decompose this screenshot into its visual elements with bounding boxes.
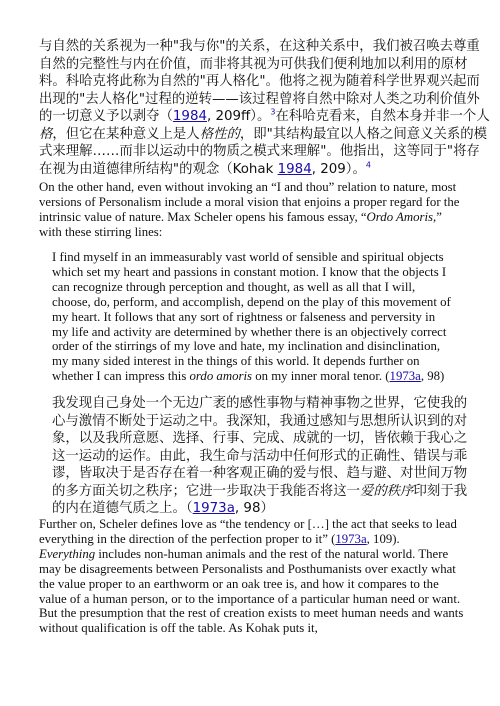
citation-link-1984-b[interactable]: 1984 — [277, 161, 312, 177]
citation-link-1984[interactable]: 1984 — [172, 109, 207, 124]
zh-quote-line6-a: 的多方面关切之秩序；它进一步取决于我能否将这一 — [52, 483, 360, 499]
en-quote-line-2: which set my heart and passions in constant motion. I know that the objects I — [52, 264, 447, 279]
en-p2-line3-b: includes non-human animals and the rest of the natural world. There — [95, 546, 449, 561]
en-p2-line-7: But the presumption that the rest of creation exists to meet human needs and wants — [39, 606, 464, 621]
en-p2-line2-a: everything in the direction of the perfection proper to it” ( — [39, 531, 336, 546]
zh-p1-line5-a: 的一切意义予以剥夺（ — [39, 109, 173, 124]
zh-p1-line-4: 出现的"去人格化"过程的逆转——该过程曾将自然中除对人类之功利价值外 — [39, 91, 480, 107]
zh-p1-line6-italic-b: 格性的 — [199, 126, 240, 142]
zh-p1-line-5 — [39, 107, 490, 126]
zh-quote-line7-b: , 98） — [234, 501, 274, 516]
en-p1-line-4: with these stirring lines: — [39, 224, 163, 239]
en-quote-line-9 — [52, 369, 464, 384]
en-p1-line-2: versions of Personalism include a moral vision that enjoins a proper regard for the — [39, 194, 460, 209]
zh-p1-line-2: 自然的完整性与内在价值，而非将其视为可供我们便利地加以利用的原材 — [39, 56, 468, 72]
zh-paragraph-1 — [39, 38, 490, 178]
zh-p1-line8-a: 在视为由道德律所结构"的观念（Kohak — [39, 161, 278, 177]
zh-quote-line-3: 象，以及我所意愿、选择、行事、完成、成就的一切，皆依赖于我心之 — [52, 431, 468, 446]
zh-p1-line6-a: ，但它在某种意义上是人 — [52, 126, 200, 142]
zh-quote-italic: 爱的秩序 — [359, 483, 414, 499]
zh-quote-line6-b: 印刻于我 — [413, 483, 468, 499]
en-p2-line-2 — [39, 532, 464, 547]
zh-quote-line-1: 我发现自己身处一个无边广袤的感性事物与精神事物之世界，它使我的 — [52, 396, 468, 411]
zh-p1-line-8 — [39, 161, 464, 179]
en-blockquote — [52, 250, 464, 384]
zh-quote-line-4: 这一运动的运作。由此，我生命与活动中任何形式的正确性、错误与乖 — [52, 448, 468, 464]
citation-link-1973a-zh[interactable]: 1973a — [192, 501, 235, 516]
en-p2-line-4: may be disagreements between Personalists and Posthumanists over exactly what — [39, 561, 456, 576]
en-quote-last-c: , 98) — [420, 369, 445, 384]
en-p2-line-1: Further on, Scheler defines love as “the tendency or […] the act that seeks to lead — [39, 517, 457, 531]
zh-quote-line-6 — [52, 483, 468, 501]
en-quote-italic: ordo amoris — [189, 369, 252, 384]
en-paragraph-2 — [39, 517, 464, 636]
en-p2-line-8: without qualification is off the table. As Kohak puts it, — [39, 621, 318, 636]
en-quote-line-3: can recognize through perception and thought, as well as all that I will, — [52, 279, 416, 294]
zh-quote-line7-a: 的内在道德气质之上。（ — [52, 501, 193, 516]
zh-p1-line-3: 料。科哈克将此称为自然的"再人格化"。他将之视为随着科学世界观兴起而 — [39, 74, 480, 89]
zh-quote-line-2: 心与激情不断处于运动之中。我深知，我通过感知与思想所认识到的对 — [52, 413, 468, 429]
en-quote-last-a: whether I can impress this — [52, 369, 190, 384]
footnote-4-marker[interactable] — [366, 160, 371, 169]
en-p2-italic: Everything — [39, 546, 96, 561]
en-quote-line-8: my many sided interest in the things of this world. It depends further on — [52, 354, 420, 369]
zh-p1-line-6 — [39, 126, 488, 144]
en-p2-line2-b: , 109). — [366, 531, 400, 546]
zh-p1-line6-italic: 格 — [39, 126, 53, 142]
citation-link-1973a[interactable]: 1973a — [389, 369, 421, 384]
zh-blockquote — [52, 395, 468, 518]
en-quote-line-7: order of the stirrings of my love and hate, my inclination and disinclination, — [52, 339, 441, 354]
zh-p1-line6-b: ，即"其结构最宜以人格之间意义关系的模 — [239, 126, 488, 142]
en-quote-line-4: choose, do, perform, and accomplish, depend on the play of this movement of — [52, 294, 451, 309]
zh-quote-line-7 — [52, 500, 464, 518]
en-p1-line3-b: ,” — [433, 209, 442, 224]
zh-quote-line-5: 谬，皆取决于是否存在着一种客观正确的爱与恨、趋与避、对世间万物 — [52, 466, 468, 481]
zh-p1-line-1: 与自然的关系视为一种"我与你"的关系，在这种关系中，我们被召唤去尊重 — [39, 39, 480, 54]
footnote-3-link[interactable]: 3 — [270, 107, 276, 117]
en-quote-line-1: I find myself in an immeasurably vast world of sensible and spiritual objects — [52, 250, 444, 264]
zh-p1-line5-c: 在科哈克看来，自然本身并非一个人 — [275, 109, 490, 124]
en-quote-last-b: on my inner moral tenor. ( — [252, 369, 390, 384]
en-quote-line-5: my heart. It follows that any sort of rightness or falseness and perversity in — [52, 309, 436, 324]
essay-title: Ordo Amoris — [366, 209, 434, 224]
en-p2-line-3 — [39, 547, 464, 562]
en-p1-line-1: On the other hand, even without invoking an “I and thou” relation to nature, most — [39, 180, 457, 194]
footnote-4-link[interactable]: 4 — [365, 160, 371, 170]
en-p1-line-3 — [39, 210, 464, 225]
en-p1-line3-a: intrinsic value of nature. Max Scheler opens his famous essay, “ — [39, 209, 367, 224]
zh-p1-line-7: 式来理解……而非以运动中的物质之模式来理解"。他指出，这等同于"将存 — [39, 144, 480, 159]
citation-link-1973a-b[interactable]: 1973a — [335, 531, 367, 546]
en-p2-line-6: value of a human person, or to the importance of a particular human need or want. — [39, 591, 461, 606]
en-quote-line-6: my life and activity are determined by whether there is an objectively correct — [52, 324, 447, 339]
en-p2-line-5: the value proper to an earthworm or an oak tree is, and how it compares to the — [39, 576, 439, 591]
en-paragraph-1 — [39, 180, 464, 240]
zh-p1-line5-b: , 209ff）。 — [206, 109, 271, 124]
zh-p1-line8-b: , 209）。 — [311, 161, 366, 177]
